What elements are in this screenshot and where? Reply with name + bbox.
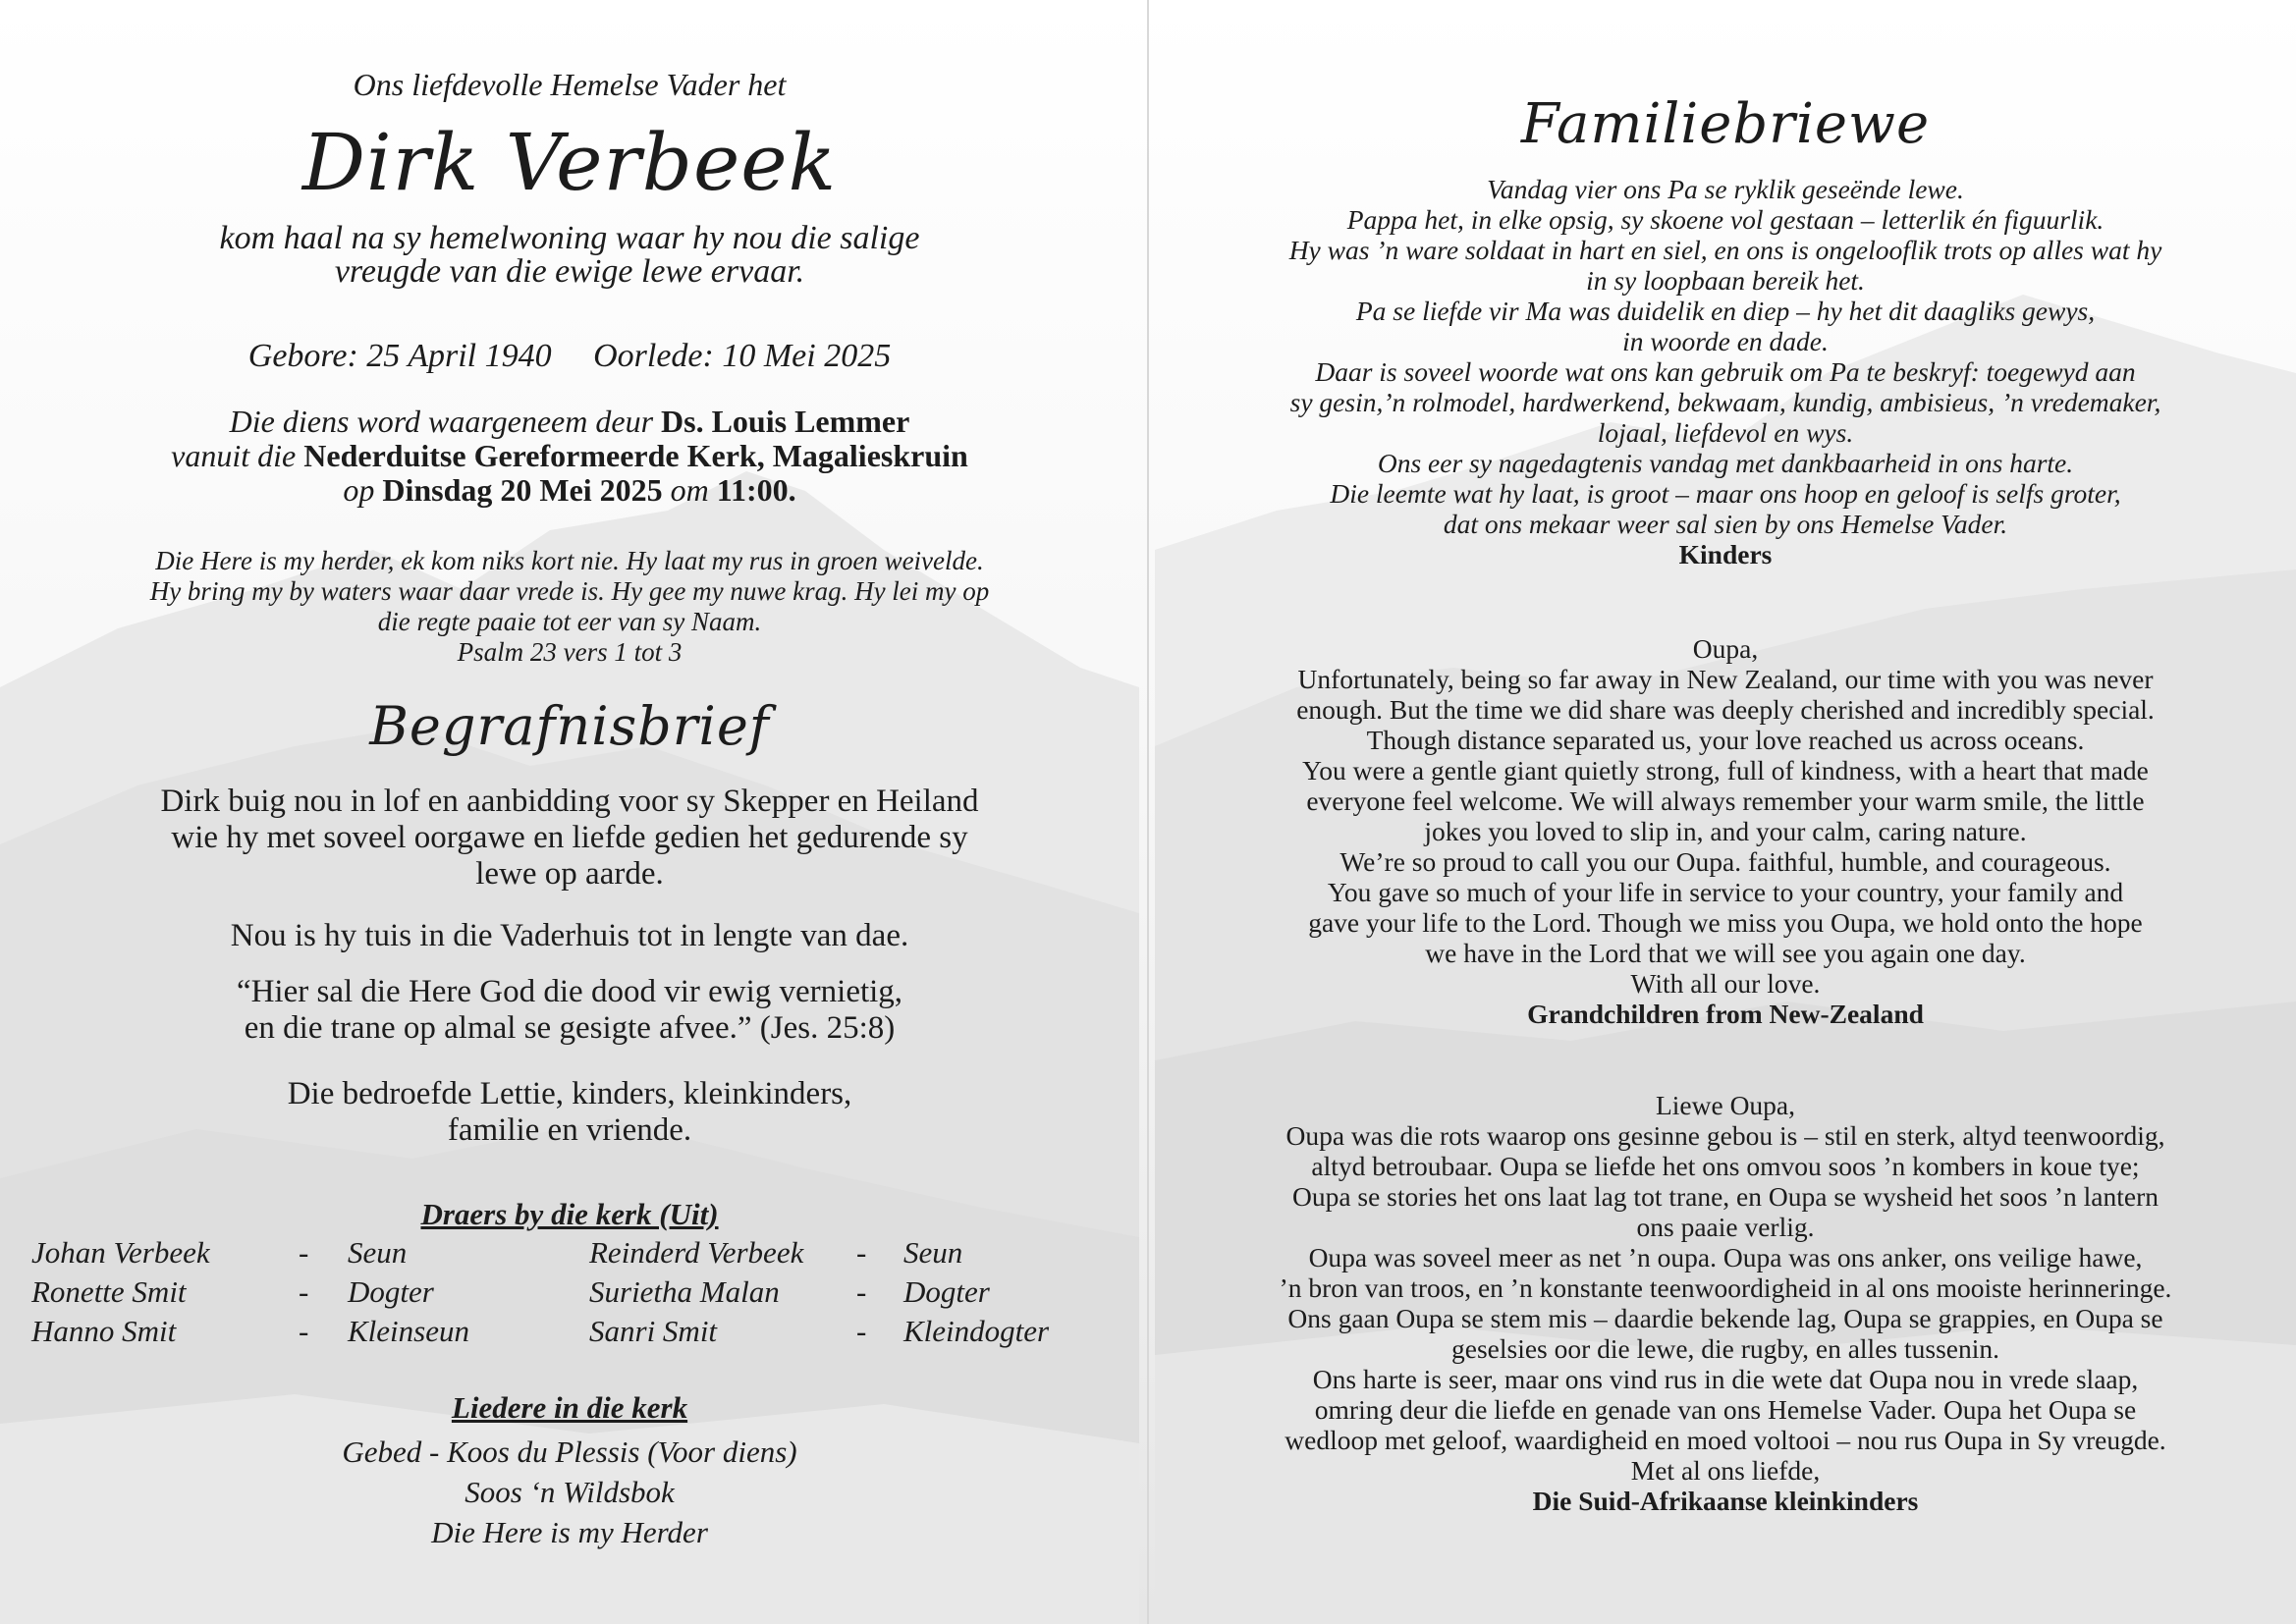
service-line-2: vanuit die Nederduitse Gereformeerde Kerk, Magalieskruin bbox=[171, 438, 968, 473]
new-zealand-signature: Grandchildren from New-Zealand bbox=[1527, 999, 1924, 1029]
bearer-name: Ronette Smit bbox=[31, 1274, 187, 1309]
children-letter: Vandag vier ons Pa se ryklik geseënde lewe. Pappa het, in elke opsig, sy skoene vol gestaan – letterlik én figuurlik. Hy was ’n ware soldaat in hart en siel, en ons is ongelooflik trots op alles wat hy in sy loopbaan bereik het. Pa se liefde vir Ma was duidelik en diep – hy het dit daagliks gewys, in woorde en dade. Daar is soveel woorde wat ons kan gebruik om Pa te beskryf: toegewyd aan sy gesin,’n rolmodel, hardwerkend, bekwaam, kundig, ambisieus, ’n vredemaker, lojaal, liefdevol en wys. Ons eer sy nagedagtenis vandag met dankbaarheid in ons harte. Die leemte wat hy laat, is groot – maar ons hoop en geloof is selfs groter, dat ons mekaar weer sal sien by ons Hemelse Vader. Kinders bbox=[1155, 174, 2296, 569]
bearer-row bbox=[0, 1314, 1139, 1353]
bearer-dash: - bbox=[856, 1274, 867, 1309]
songs-title: Liedere in die kerk bbox=[451, 1390, 688, 1425]
bearer-name: Johan Verbeek bbox=[31, 1235, 210, 1270]
scripture-quote: “Hier sal die Here God die dood vir ewig vernietig, en die trane op almal se gesigte afvee.” (Jes. 25:8) bbox=[236, 974, 903, 1046]
bearer-name: Hanno Smit bbox=[31, 1314, 177, 1348]
bearer-row bbox=[0, 1274, 1139, 1314]
taken-home-text bbox=[0, 222, 1139, 289]
south-africa-signature: Die Suid-Afrikaanse kleinkinders bbox=[1532, 1486, 1919, 1516]
bearer-name: Reinderd Verbeek bbox=[589, 1235, 804, 1270]
funeral-letter-paragraph-2: Nou is hy tuis in die Vaderhuis tot in lengte van dae. bbox=[230, 918, 909, 953]
deceased-name: Dirk Verbeek bbox=[301, 117, 838, 208]
bearer-relation: Kleindogter bbox=[903, 1314, 1050, 1348]
page-fold bbox=[1147, 0, 1149, 1624]
bearers-title: Draers by die kerk (Uit) bbox=[420, 1197, 719, 1231]
taken-line: kom haal na sy hemelwoning waar hy nou die salige bbox=[219, 220, 920, 256]
service-time: 11:00. bbox=[716, 472, 796, 508]
funeral-letter-paragraph-1: Dirk buig nou in lof en aanbidding voor sy Skepper en Heiland wie hy met soveel oorgawe en liefde gedien het gedurende sy lewe op aarde. bbox=[160, 784, 979, 892]
bearer-relation: Kleinseun bbox=[348, 1314, 469, 1348]
dates-line bbox=[0, 338, 1139, 375]
family-letters-title: Familiebriewe bbox=[1520, 92, 1931, 156]
bearer-dash: - bbox=[856, 1314, 867, 1348]
left-panel bbox=[0, 0, 1139, 1624]
minister-name: Ds. Louis Lemmer bbox=[661, 404, 910, 439]
south-african-grandchildren-letter: Liewe Oupa, Oupa was die rots waarop ons gesinne gebou is – stil en sterk, altyd teenwoordig, altyd betroubaar. Oupa se liefde het ons omvou soos ’n kombers in koue tye; Oupa se stories het ons laat lag tot trane, en Oupa se wysheid het soos ’n lantern ons paaie verlig. Oupa was soveel meer as net ’n oupa. Oupa was ons anker, ons veilige hawe, ’n bron van troos, en ’n konstante teenwoordigheid in al ons mooiste herinneringe. Ons gaan Oupa se stem mis – daardie bekende lag, Oupa se grappies, en Oupa se geselsies oor die lewe, die rugby, en alles tussenin. Ons harte is seer, maar ons vind rus in die wete dat Oupa nou in vrede slaap, omring deur die liefde en genade van ons Hemelse Vader. Oupa het Oupa se wedloop met geloof, waardigheid en moed voltooi – nou rus Oupa in Sy vreugde. Met al ons liefde, Die Suid-Afrikaanse kleinkinders bbox=[1155, 1090, 2296, 1516]
church-name: Nederduitse Gereformeerde Kerk, Magalieskruin bbox=[303, 438, 968, 473]
bearer-relation: Seun bbox=[903, 1235, 963, 1270]
intro-line: Ons liefdevolle Hemelse Vader het bbox=[353, 67, 787, 102]
bearer-dash: - bbox=[299, 1274, 309, 1309]
service-date: Dinsdag 20 Mei 2025 bbox=[382, 472, 663, 508]
right-panel bbox=[1155, 0, 2296, 1624]
song-item: Gebed - Koos du Plessis (Voor diens) bbox=[342, 1435, 797, 1469]
children-signature: Kinders bbox=[1678, 539, 1773, 569]
bearer-relation: Dogter bbox=[348, 1274, 434, 1309]
new-zealand-grandchildren-letter: Oupa, Unfortunately, being so far away in New Zealand, our time with you was never enough. But the time we did share was deeply cherished and incredibly special. Though distance separated us, your love reached us across oceans. You were a gentle giant quietly strong, full of kindness, with a heart that made everyone feel welcome. We will always remember your warm smile, the little jokes you loved to slip in, and your calm, caring nature. We’re so proud to call you our Oupa. faithful, humble, and courageous. You gave so much of your life in service to your country, your family and gave your life to the Lord. Though we miss you Oupa, we hold onto the hope we have in the Lord that we will see you again one day. With all our love. Grandchildren from New-Zealand bbox=[1155, 633, 2296, 1029]
bearer-dash: - bbox=[299, 1314, 309, 1348]
service-line-1: Die diens word waargeneem deur Ds. Louis Lemmer bbox=[229, 404, 910, 439]
psalm-quote bbox=[0, 546, 1139, 668]
letter-greeting: Oupa, bbox=[1692, 633, 1759, 664]
bearer-row bbox=[0, 1235, 1139, 1274]
songs-list bbox=[0, 1432, 1139, 1552]
bearer-name: Surietha Malan bbox=[589, 1274, 780, 1309]
song-item: Soos ‘n Wildsbok bbox=[465, 1475, 675, 1509]
bearer-name: Sanri Smit bbox=[589, 1314, 718, 1348]
died-date: Oorlede: 10 Mei 2025 bbox=[593, 338, 892, 374]
mourners-text: Die bedroefde Lettie, kinders, kleinkinders, familie en vriende. bbox=[287, 1076, 852, 1148]
bearer-dash: - bbox=[856, 1235, 867, 1270]
bearer-dash: - bbox=[299, 1235, 309, 1270]
service-line-3: op Dinsdag 20 Mei 2025 om 11:00. bbox=[343, 472, 796, 508]
bearer-relation: Seun bbox=[348, 1235, 408, 1270]
taken-line: vreugde van die ewige lewe ervaar. bbox=[334, 253, 805, 290]
funeral-letter-title: Begrafnisbrief bbox=[369, 695, 770, 757]
song-item: Die Here is my Herder bbox=[431, 1515, 708, 1549]
letter-greeting: Liewe Oupa, bbox=[1655, 1090, 1796, 1120]
bearer-relation: Dogter bbox=[903, 1274, 990, 1309]
psalm-line: die regte paaie tot eer van sy Naam. bbox=[377, 607, 762, 636]
psalm-line: Hy bring my by waters waar daar vrede is. Hy gee my nuwe krag. Hy lei my op bbox=[149, 576, 990, 606]
psalm-line: Die Here is my herder, ek kom niks kort nie. Hy laat my rus in groen weivelde. bbox=[155, 546, 984, 575]
service-details bbox=[0, 405, 1139, 508]
psalm-reference: Psalm 23 vers 1 tot 3 bbox=[457, 637, 683, 667]
born-date: Gebore: 25 April 1940 bbox=[247, 338, 552, 374]
